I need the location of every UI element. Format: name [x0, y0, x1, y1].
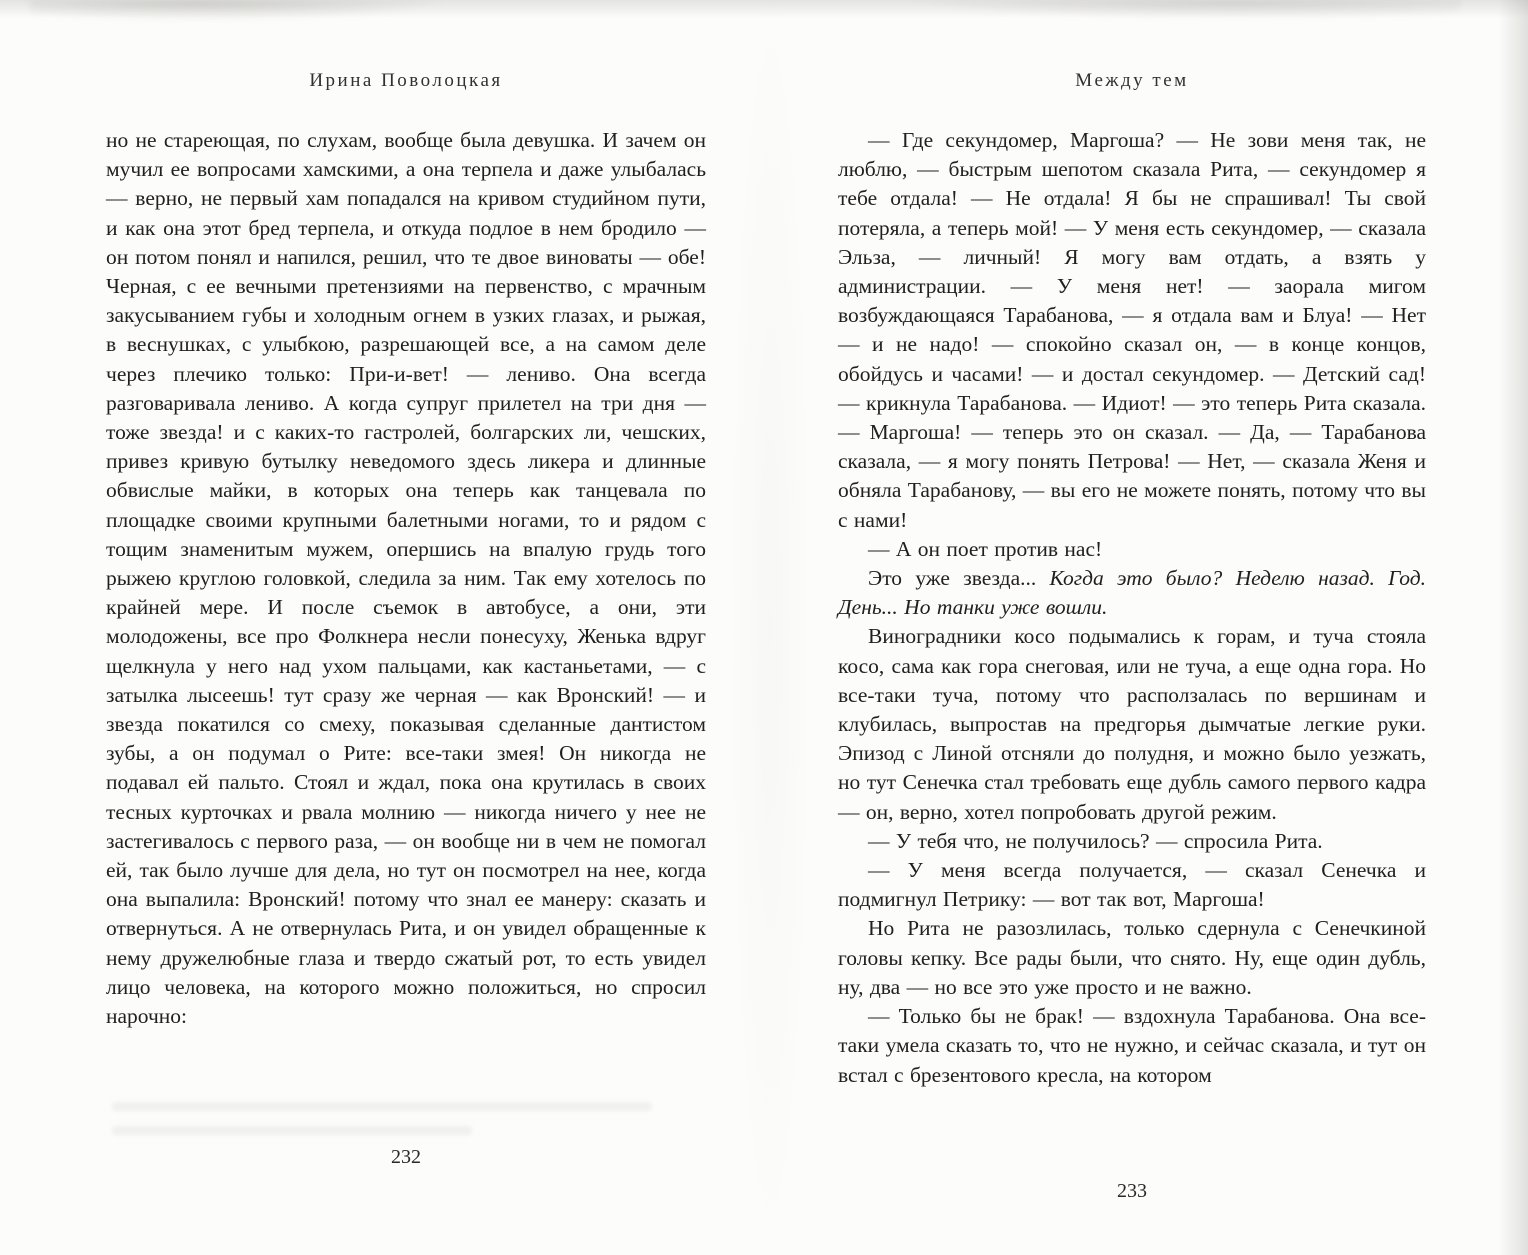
left-page-text: [106, 126, 706, 1031]
paragraph: — Только бы не брак! — вздохнула Тарабанова. Она все-таки умела сказать то, что не нужно, и сейчас сказала, и тут он встал с брезентового кресла, на котором: [838, 1004, 1426, 1087]
scan-artifact-smudge-right: [900, 0, 1460, 20]
right-page-number: 233: [1117, 1180, 1147, 1202]
paragraph: Но Рита не разозлилась, только сдернула с Сенечкиной головы кепку. Все рады были, что снято. Ну, еще один дубль, ну, два — но все это уже просто и не важно.: [838, 916, 1426, 999]
scan-artifact-showthrough: [112, 1102, 652, 1111]
left-page-number: 232: [391, 1146, 421, 1168]
left-page: [106, 70, 706, 1031]
paragraph-italic: Когда это было? Неделю назад. Год. День... Но танки уже вошли.: [838, 566, 1427, 620]
right-running-header: Между тем: [1075, 70, 1189, 91]
paragraph: но не стареющая, по слухам, вообще была девушка. И зачем он мучил ее вопросами хамскими, а она терпела и даже улыбалась — верно, не первый хам попадался на кривом студийном пути, и как она этот бред терпела, и откуда подлое в нем бродило — он потом понял и напился, решил, что те двое виноваты — обе! Черная, с ее вечными претензиями на первенство, с мрачным закусыванием губы и холодным огнем в узких глазах, и рыжая, в веснушках, с улыбкою, разрешающей все, а на самом деле через плечико только: При-и-вет! — лениво. Она всегда разговаривала лениво. А когда супруг прилетел на три дня — тоже звезда! и с каких-то гастролей, болгарских ли, чешских, привез кривую бутылку неведомого здесь ликера и длинные обвислые майки, в которых она теперь как танцевала по площадке своими крупными балетными ногами, то и рядом с тощим знаменитым мужем, опершись на впалую грудь того рыжею круглою головкой, следила за ним. Так ему хотелось по крайней мере. И после съемок в автобусе, а они, эти молодожены, все про Фолкнера несли понесуху, Женька вдруг щелкнула у него над ухом пальцами, как кастаньетами, — с затылка лысеешь! тут сразу же черная — как Вронский! — и звезда покатился со смеху, показывая сделанные дантистом зубы, а он подумал о Рите: все-таки змея! Он никогда не подавал ей пальто. Стоял и ждал, пока она крутилась в своих тесных курточках и рвала молнию — никогда ничего у нее не застегивалось с первого раза, — он вообще ни в чем не помогал ей, так было лучше для дела, но тут он посмотрел на нее, когда она выпалила: Вронский! потому что знал ее манеру: сказать и отвернуться. А не отвернулась Рита, и он увидел обращенные к нему дружелюбные глаза и твердо сжатый рот, то есть увидел лицо человека, на которого можно положиться, но спросил нарочно:: [106, 128, 706, 1029]
paragraph: [838, 564, 1426, 622]
scan-artifact-gutter: [730, 0, 810, 1255]
scan-artifact-top-edge: [0, 0, 1528, 18]
paragraph: — У тебя что, не получилось? — спросила Рита.: [868, 828, 1323, 853]
scan-artifact-showthrough: [112, 1126, 472, 1135]
scan-artifact-smudge-left: [30, 0, 450, 22]
paragraph: — А он поет против нас!: [868, 536, 1103, 561]
right-page-text: [838, 126, 1426, 1090]
right-page: [838, 70, 1426, 1090]
paragraph: Виноградники косо подымались к горам, и туча стояла косо, сама как гора снеговая, или не туча, а еще одна гора. Но все-таки туча, потому что расползалась по вершинам и клубилась, выпростав на предгорья дымчатые легкие руки. Эпизод с Линой отсняли до полудня, и можно было уезжать, но тут Сенечка стал требовать еще дубль самого первого кадра — он, верно, хотел попробовать другой режим.: [838, 624, 1426, 824]
scan-artifact-right-edge: [1498, 0, 1528, 1255]
paragraph-lead: Это уже звезда...: [868, 566, 1050, 591]
paragraph: — У меня всегда получается, — сказал Сенечка и подмигнул Петрику: — вот так вот, Маргоша!: [838, 858, 1426, 912]
paragraph: — Где секундомер, Маргоша? — Не зови меня так, не люблю, — быстрым шепотом сказала Рита, — секундомер я тебе отдала! — Не отдала! Я бы не спрашивал! Ты свой потеряла, а теперь мой! — У меня есть секундомер, — сказала Эльза, — личный! Я могу вам отдать, а взять у администрации. — У меня нет! — заорала мигом возбуждающаяся Тарабанова, — я отдала вам и Блуа! — Нет — и не надо! — спокойно сказал он, — в конце концов, обойдусь и часами! — и достал секундомер. — Детский сад! — крикнула Тарабанова. — Идиот! — это теперь Рита сказала. — Маргоша! — теперь это он сказал. — Да, — Тарабанова сказала, — я могу понять Петрова! — Нет, — сказала Женя и обняла Тарабанову, — вы его не можете понять, потому что вы с нами!: [838, 128, 1426, 532]
left-running-header: Ирина Поволоцкая: [309, 70, 503, 91]
